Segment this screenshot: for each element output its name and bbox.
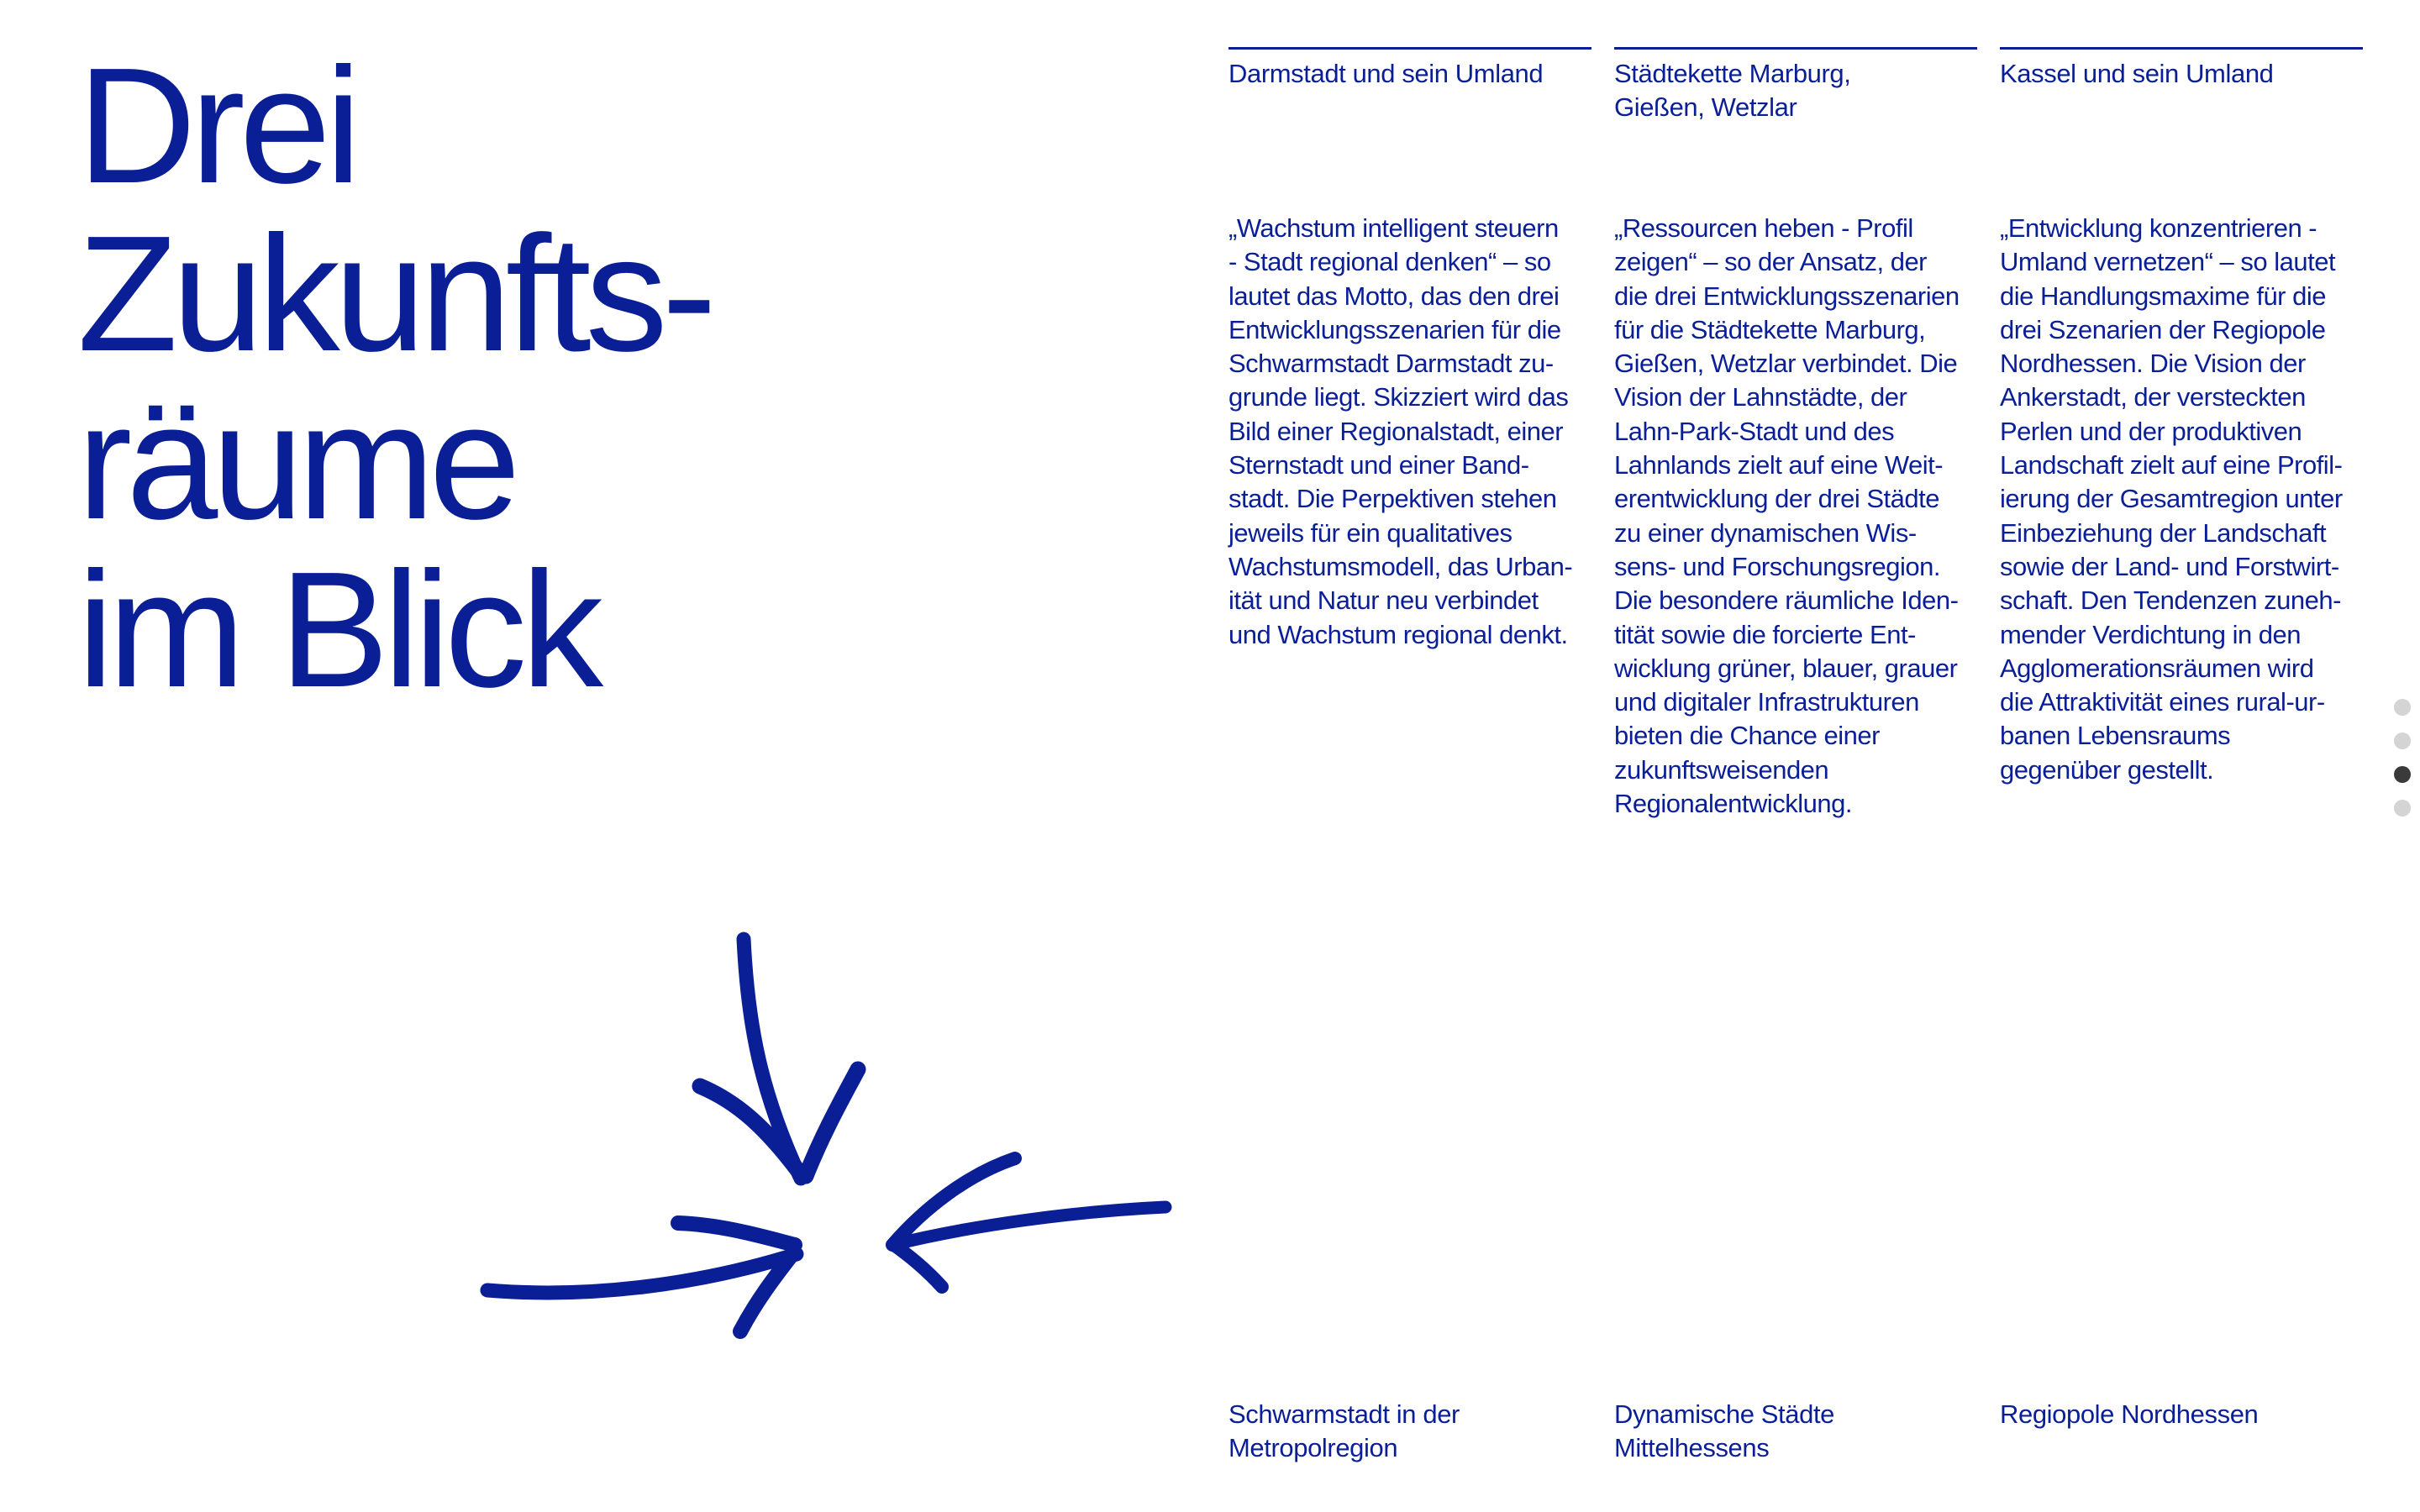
column-divider xyxy=(2000,47,2363,50)
page-title-line-2: Zukunfts- xyxy=(77,202,711,386)
column-text: „Entwicklung konzentrieren - Umland vernetzen“ – so lautet die Handlungsmaxime für die drei Szenarien der Regiopole Nordhessen. Die Vision der Ankerstadt, der versteckten Perlen und der produktiven Landschaft zielt auf eine Profil- ierung der Gesamtregion unter Einbeziehung der Landschaft sowie der Land- und Forstwirt- schaft. Den Tendenzen zuneh- mender Verdichtung in den Agglomerationsräumen wird die Attraktivität eines rural-ur- banen Lebensraums gegenüber gestellt. xyxy=(2000,213,2343,785)
pagination-dot-2[interactable] xyxy=(2394,732,2411,749)
region-column-kassel xyxy=(2000,47,2363,1475)
slide-pagination xyxy=(2394,699,2412,833)
region-column-mittelhessen xyxy=(1614,47,1977,1475)
converging-arrows-icon xyxy=(471,916,1193,1369)
column-caption: Regiopole Nordhessen xyxy=(2000,1399,2259,1429)
column-caption: Schwarmstadt in der Metropolregion xyxy=(1228,1399,1460,1462)
column-title: Kassel und sein Umland xyxy=(2000,59,2274,88)
column-title: Städtekette Marburg, Gießen, Wetzlar xyxy=(1614,59,1851,122)
pagination-dot-1[interactable] xyxy=(2394,699,2411,716)
column-text: „Ressourcen heben - Profil zeigen“ – so der Ansatz, der die drei Entwicklungsszenarien für die Städtekette Marburg, Gießen, Wetzlar verbindet. Die Vision der Lahnstädte, der Lahn-Park-Stadt und des Lahnlands zielt auf eine Weit- erentwicklung der drei Städte zu einer dynamischen Wis- sens- und Forschungsregion. Die besondere räumliche Iden- tität sowie die forcierte Ent- wicklung grüner, blauer, grauer und digitaler Infrastrukturen bieten die Chance einer zukunftsweisenden Regionalentwicklung. xyxy=(1614,213,1960,819)
page-title-line-4: im Blick xyxy=(77,538,598,722)
page-title xyxy=(77,34,711,722)
page-title-line-1: Drei xyxy=(77,34,356,218)
pagination-dot-4[interactable] xyxy=(2394,800,2411,816)
region-column-darmstadt xyxy=(1228,47,1591,1475)
column-caption: Dynamische Städte Mittelhessens xyxy=(1614,1399,1834,1462)
column-divider xyxy=(1614,47,1977,50)
pagination-dot-3[interactable] xyxy=(2394,766,2411,783)
column-text: „Wachstum intelligent steuern - Stadt regional denken“ – so lautet das Motto, das den drei Entwicklungsszenarien für die Schwarmstadt Darmstadt zu- grunde liegt. Skizziert wird das Bild einer Regionalstadt, einer Sternstadt und einer Band- stadt. Die Perpektiven stehen jeweils für ein qualitatives Wachstumsmodell, das Urban- ität und Natur neu verbindet und Wachstum regional denkt. xyxy=(1228,213,1573,649)
column-title: Darmstadt und sein Umland xyxy=(1228,59,1544,88)
column-divider xyxy=(1228,47,1591,50)
page-title-line-3: räume xyxy=(77,370,515,554)
